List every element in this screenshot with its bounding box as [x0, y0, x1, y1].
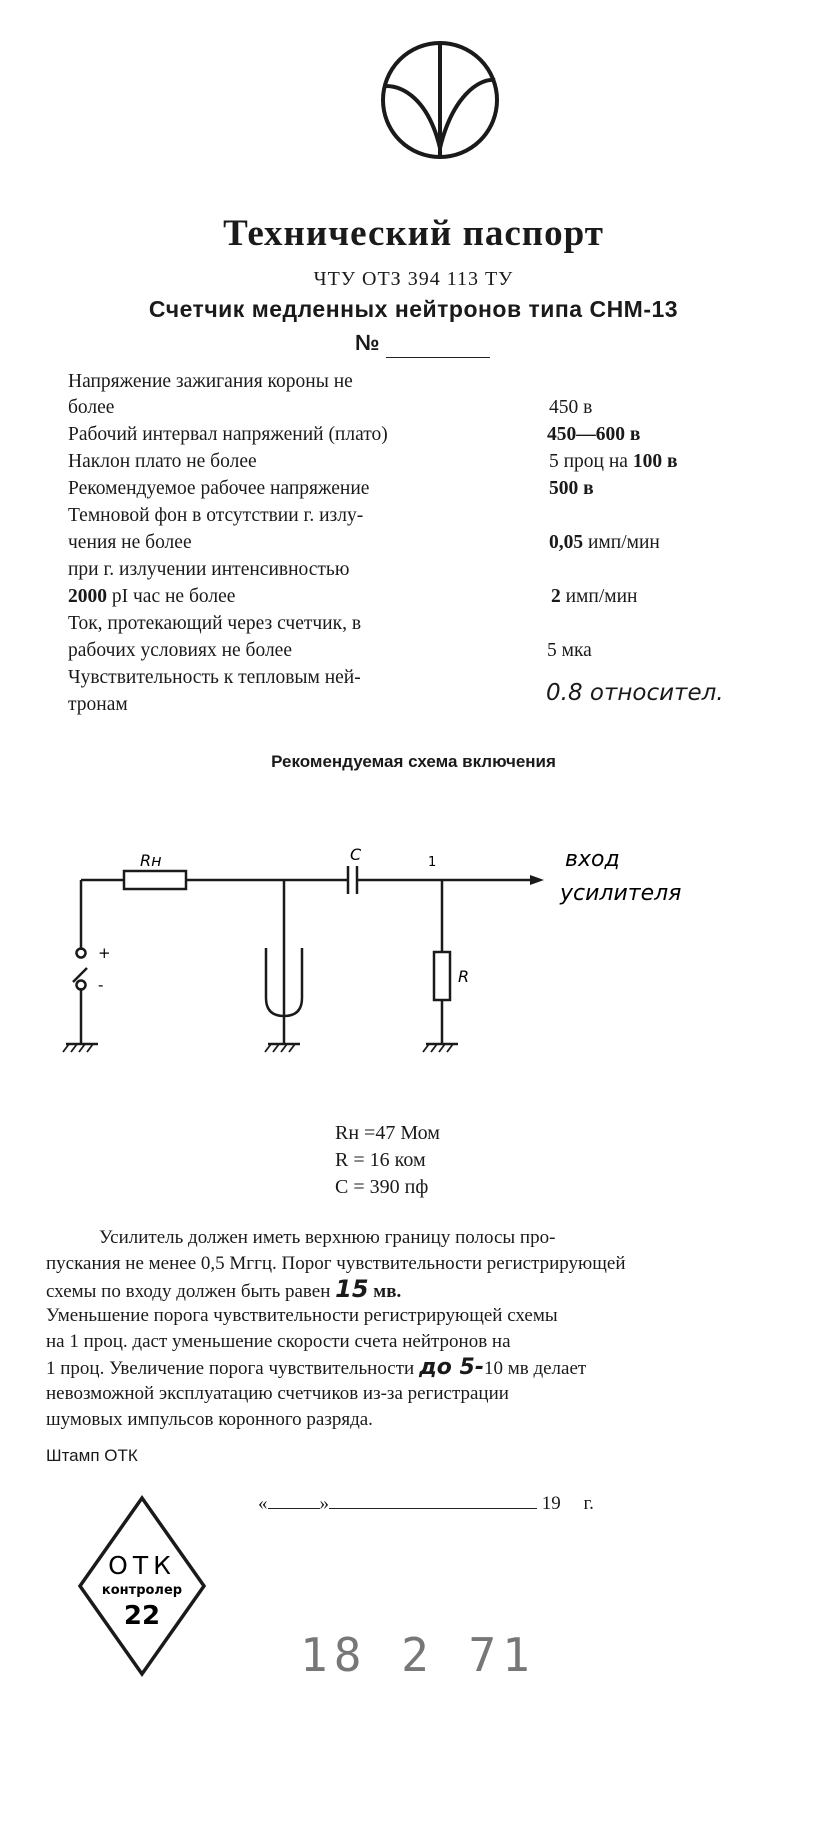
label-output-line2: усилителя: [560, 881, 682, 906]
threshold-handwritten: 15: [335, 1275, 369, 1303]
value-sensitivity-handwritten: 0.8 относител.: [546, 680, 724, 706]
value-gamma-unit: имп/мин: [565, 586, 638, 607]
note-p2-line4: невозможной эксплуатацию счетчиков из-за регистрации: [46, 1383, 509, 1404]
note-p1-line2: пускания не менее 0,5 Мггц. Порог чувствительности регистрирующей: [46, 1253, 626, 1274]
date-close-quote: »: [319, 1493, 329, 1514]
stamp-label: Штамп ОТК: [46, 1446, 138, 1465]
spec-gamma-line1: при г. излучении интенсивностью: [68, 559, 350, 580]
circuit-diagram: [60, 830, 760, 1090]
otk-stamp: [74, 1494, 210, 1680]
threshold-range-handwritten: до 5-: [418, 1355, 484, 1380]
gamma-unit-text: pI час не более: [111, 586, 236, 607]
value-ignition: 450 в: [549, 397, 593, 418]
note-p2-line1: Уменьшение порога чувствительности регистрирующей схемы: [46, 1305, 558, 1326]
note-p1-line3-end: мв.: [373, 1281, 402, 1302]
spec-ignition-line2: более: [68, 397, 115, 418]
value-gamma-num: 2: [551, 586, 561, 607]
label-plus: +: [98, 944, 111, 962]
number-blank: [386, 357, 490, 358]
value-slope-tail: 100 в: [632, 451, 678, 472]
value-dark-bg-num: 0,05: [549, 532, 584, 553]
formula-r: R = 16 ком: [335, 1149, 426, 1171]
spec-gamma-line2: [68, 586, 235, 608]
spec-current-line2: рабочих условиях не более: [68, 640, 292, 661]
date-month-blank: [329, 1492, 537, 1509]
stamp-controller-text: контролер: [101, 1583, 183, 1598]
label-c: C: [350, 845, 362, 864]
note-p2-line5: шумовых импульсов коронного разряда.: [46, 1409, 373, 1430]
gamma-intensity: 2000: [68, 586, 107, 607]
note-p1-line3: [46, 1275, 402, 1303]
note-p2-line2: на 1 проц. даст уменьшение скорости счета нейтронов на: [46, 1331, 511, 1352]
note-p2-line3: [46, 1356, 586, 1380]
label-minus: -: [98, 976, 104, 994]
label-rn: Rн: [140, 851, 162, 870]
scheme-title: Рекомендуемая схема включения: [271, 752, 556, 771]
date-day-blank: [268, 1492, 320, 1509]
value-gamma: [551, 586, 637, 608]
spec-ignition-line1: Напряжение зажигания короны не: [68, 371, 353, 392]
date-suffix: г.: [583, 1493, 594, 1514]
spec-sensitivity-line1: Чувствительность к тепловым ней-: [68, 667, 361, 688]
note-p1-line3-start: схемы по входу должен быть равен: [46, 1281, 331, 1302]
value-recommended: 500 в: [549, 478, 594, 499]
value-dark-bg-unit: имп/мин: [588, 532, 660, 553]
note-p2-line3-start: 1 проц. Увеличение порога чувствительности: [46, 1358, 415, 1379]
date-open-quote: «: [258, 1493, 268, 1514]
spec-plateau: Рабочий интервал напряжений (плато): [68, 424, 388, 445]
spec-dark-bg-line2: чения не более: [68, 532, 192, 553]
stamped-date: 18 2 71: [300, 1628, 536, 1682]
resistor-rn: [124, 871, 186, 889]
spec-code: ЧТУ ОТЗ 394 113 ТУ: [313, 268, 514, 290]
output-arrow-icon: [530, 875, 544, 885]
label-output-line1: вход: [565, 847, 620, 872]
note-p1-line1: Усилитель должен иметь верхнюю границу полосы про-: [99, 1227, 556, 1248]
formula-rn: Rн =47 Мом: [335, 1122, 440, 1144]
stamp-otk-text: ОТК: [108, 1551, 176, 1580]
spec-current-line1: Ток, протекающий через счетчик, в: [68, 613, 362, 634]
value-current: 5 мка: [547, 640, 592, 661]
value-dark-bg: [549, 532, 660, 554]
note-p2-line3-end: 10 мв делает: [483, 1358, 587, 1379]
spec-slope: Наклон плато не более: [68, 451, 257, 472]
formula-c: C = 390 пф: [335, 1176, 429, 1198]
value-slope-main: 5 проц на: [549, 451, 628, 472]
spec-sensitivity-line2: тронам: [68, 694, 128, 715]
document-subtitle: Счетчик медленных нейтронов типа СНМ-13: [148, 296, 679, 322]
value-slope: [549, 451, 678, 473]
document-title: Технический паспорт: [223, 213, 604, 254]
spec-dark-bg-line1: Темновой фон в отсутствии г. излу-: [68, 505, 364, 526]
label-r: R: [458, 967, 470, 986]
label-node: 1: [428, 855, 437, 870]
value-plateau: 450—600 в: [547, 424, 641, 445]
stamp-number: 22: [123, 1601, 161, 1631]
date-year: 19: [541, 1493, 561, 1514]
date-line: [258, 1492, 594, 1515]
spec-recommended: Рекомендуемое рабочее напряжение: [68, 478, 370, 499]
resistor-r: [434, 952, 450, 1000]
number-label: №: [355, 330, 380, 355]
logo-emblem: [378, 38, 502, 162]
